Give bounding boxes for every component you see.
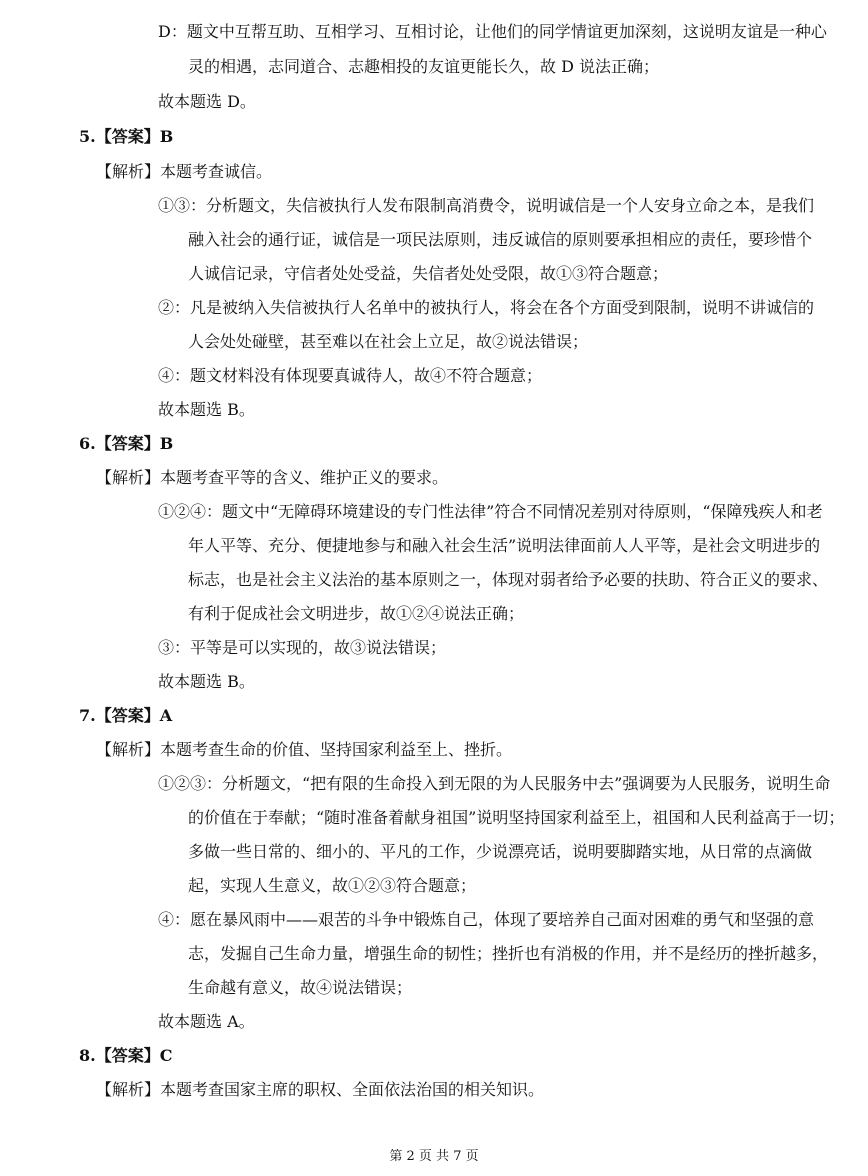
text-line: 人会处处碰壁，甚至难以在社会上立足，故②说法错误； xyxy=(188,332,589,351)
text-line: 志，发掘自己生命力量，增强生命的韧性；挫折也有消极的作用，并不是经历的挫折越多， xyxy=(188,944,829,963)
text-line: D：题文中互帮互助、互相学习、互相讨论，让他们的同学情谊更加深刻，这说明友谊是一种心 xyxy=(158,22,827,41)
text-line: 人诚信记录，守信者处处受益，失信者处处受限，故①③符合题意； xyxy=(188,264,669,283)
text-line: 灵的相遇，志同道合、志趣相投的友谊更能长久，故 D 说法正确； xyxy=(188,57,660,76)
text-line: 年人平等、充分、便捷地参与和融入社会生活”说明法律面前人人平等，是社会文明进步的 xyxy=(188,536,821,555)
text-line: ③：平等是可以实现的，故③说法错误； xyxy=(158,638,447,657)
text-line: 的价值在于奉献；“随时准备着献身祖国”说明坚持国家利益至上，祖国和人民利益高于一切； xyxy=(188,808,845,827)
text-line: 融入社会的通行证，诚信是一项民法原则，违反诚信的原则要承担相应的责任，要珍惜个 xyxy=(188,230,813,249)
text-line: ④：题文材料没有体现要真诚待人，故④不符合题意； xyxy=(158,366,543,385)
text-line: 标志，也是社会主义法治的基本原则之一，体现对弱者给予必要的扶助、符合正义的要求、 xyxy=(188,570,829,589)
text-line: 有利于促成社会文明进步，故①②④说法正确； xyxy=(188,604,525,623)
text-line: ①②④：题文中“无障碍环境建设的专门性法律”符合不同情况差别对待原则，“保障残疾人和老 xyxy=(158,502,823,521)
text-line: ①③：分析题文，失信被执行人发布限制高消费令，说明诚信是一个人安身立命之本，是我们 xyxy=(158,196,815,215)
text-line: 故本题选 B。 xyxy=(158,672,255,691)
answer-heading: 5.【答案】B xyxy=(79,127,174,146)
text-line: 故本题选 D。 xyxy=(158,92,256,111)
answer-heading: 6.【答案】B xyxy=(79,434,174,453)
text-line: 多做一些日常的、细小的、平凡的工作，少说漂亮话，说明要脚踏实地，从日常的点滴做 xyxy=(188,842,813,861)
analysis-line: 【解析】本题考查国家主席的职权、全面依法治国的相关知识。 xyxy=(96,1080,545,1099)
text-line: 故本题选 A。 xyxy=(158,1012,255,1031)
text-line: ④：愿在暴风雨中——艰苦的斗争中锻炼自己，体现了要培养自己面对困难的勇气和坚强的意 xyxy=(158,910,815,929)
answer-heading: 8.【答案】C xyxy=(79,1046,173,1065)
analysis-line: 【解析】本题考查平等的含义、维护正义的要求。 xyxy=(96,468,449,487)
answer-heading: 7.【答案】A xyxy=(79,706,173,725)
text-line: ①②③：分析题文，“把有限的生命投入到无限的为人民服务中去”强调要为人民服务，说明生命 xyxy=(158,774,831,793)
text-line: 故本题选 B。 xyxy=(158,400,255,419)
analysis-line: 【解析】本题考查生命的价值、坚持国家利益至上、挫折。 xyxy=(96,740,513,759)
text-line: ②：凡是被纳入失信被执行人名单中的被执行人，将会在各个方面受到限制，说明不讲诚信的 xyxy=(158,298,815,317)
text-line: 生命越有意义，故④说法错误； xyxy=(188,978,413,997)
analysis-line: 【解析】本题考查诚信。 xyxy=(96,162,273,181)
page-footer: 第 2 页 共 7 页 xyxy=(389,1149,479,1164)
text-line: 起，实现人生意义，故①②③符合题意； xyxy=(188,876,477,895)
